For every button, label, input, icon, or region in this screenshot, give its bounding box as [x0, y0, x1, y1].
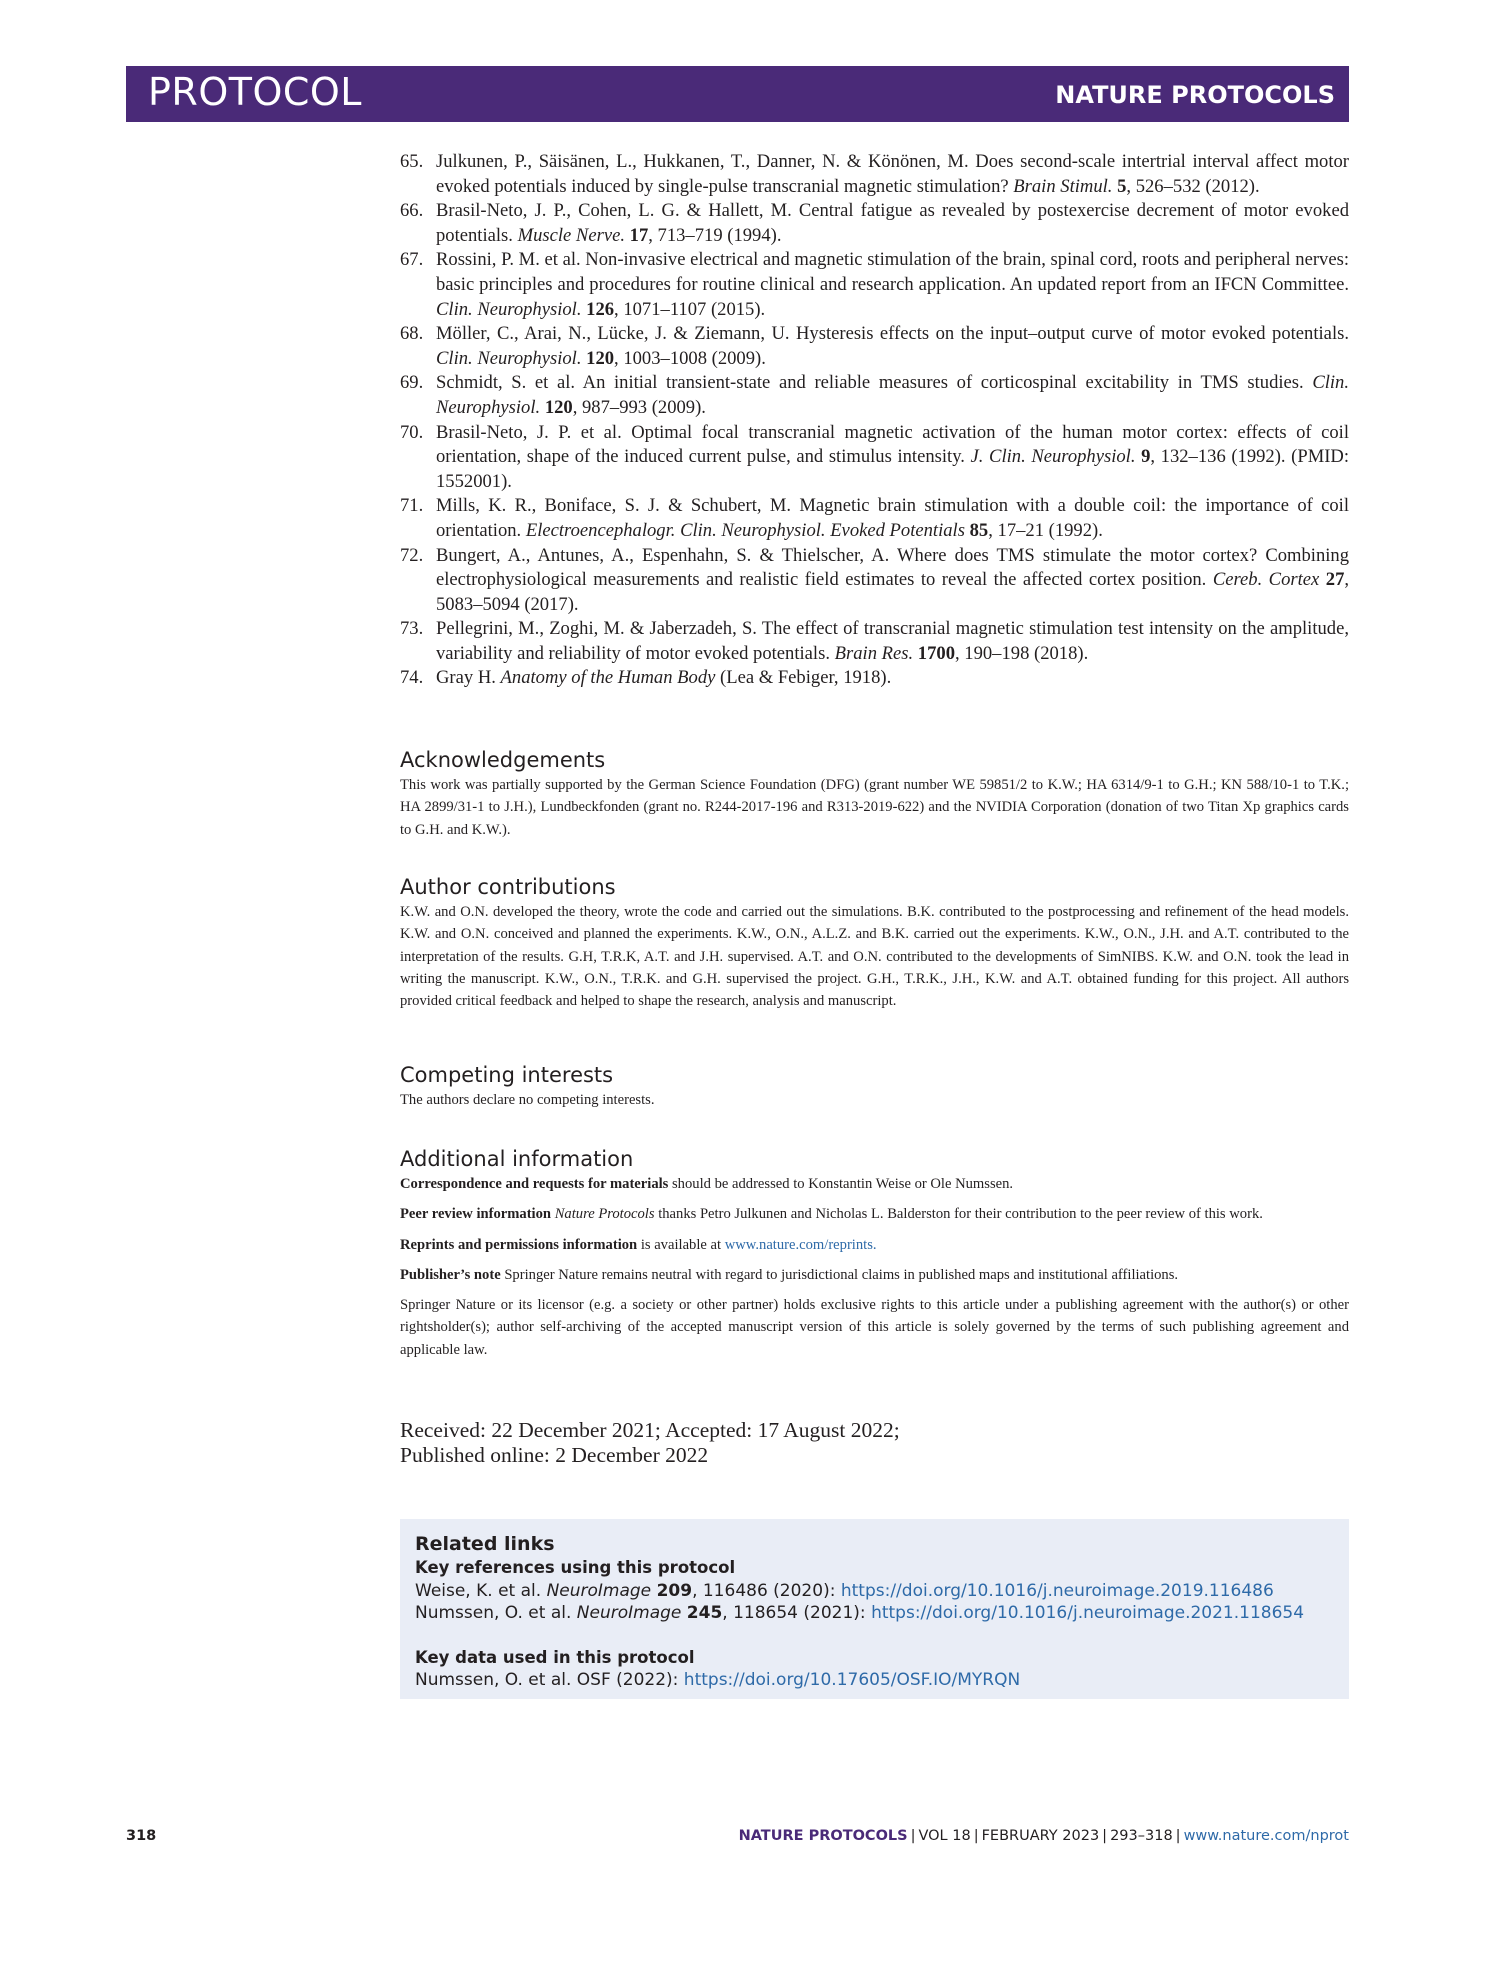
reference-text: Mills, K. R., Boniface, S. J. & Schubert, M. Magnetic brain stimulation with a double coil: the importance of coil orientation. Electroencephalogr. Clin. Neurophysiol. Evoked Potentials 85, 17–21 (1992). — [436, 495, 1349, 541]
reference-number: 65. — [400, 151, 424, 172]
reference-text: Pellegrini, M., Zoghi, M. & Jaberzadeh, S. The effect of transcranial magnetic stimulation test intensity on the amplitude, variability and reliability of motor evoked potentials. Brain Res. 1700, 190–198 (2018). — [436, 618, 1349, 664]
page-footer — [126, 1828, 1349, 1852]
competing-interests-section — [400, 1061, 1349, 1111]
reference-volume: 27 — [1325, 569, 1345, 591]
journal-name-header: NATURE PROTOCOLS — [1055, 81, 1335, 109]
reference-text: Julkunen, P., Säisänen, L., Hukkanen, T., Danner, N. & Könönen, M. Does second-scale intertrial interval affect motor evoked potentials induced by single-pulse transcranial magnetic stimulation? Brain Stimul. 5, 526–532 (2012). — [436, 151, 1349, 197]
reference-item — [400, 617, 1349, 666]
section-heading: Competing interests — [400, 1063, 614, 1087]
reference-number: 69. — [400, 372, 424, 394]
footer-date: FEBRUARY 2023 — [981, 1828, 1100, 1844]
reference-text: Schmidt, S. et al. An initial transient-state and reliable measures of corticospinal excitability in TMS studies. Clin. Neurophysiol. 120, 987–993 (2009). — [436, 372, 1349, 418]
reference-journal: Brain Stimul. — [1013, 175, 1113, 197]
reference-volume: 126 — [586, 298, 615, 320]
acknowledgements-section — [400, 746, 1349, 841]
key-reference-item: Numssen, O. et al. NeuroImage 245, 118654 (2021): https://doi.org/10.1016/j.neuroimage.2021.118654 — [415, 1603, 1305, 1623]
reference-item — [400, 494, 1349, 543]
reference-item — [400, 421, 1349, 495]
reference-journal: Cereb. Cortex — [1212, 569, 1320, 591]
footer-volume: VOL 18 — [918, 1828, 971, 1844]
reference-text: Brasil-Neto, J. P., Cohen, L. G. & Hallett, M. Central fatigue as revealed by postexercise decrement of motor evoked potentials. Muscle Nerve. 17, 713–719 (1994). — [436, 200, 1349, 246]
reference-item — [400, 544, 1349, 618]
reference-text: Gray H. Anatomy of the Human Body (Lea & Febiger, 1918). — [436, 667, 892, 689]
reference-number: 74. — [400, 667, 424, 689]
author-contributions-text: K.W. and O.N. developed the theory, wrote the code and carried out the simulations. B.K. contributed to the postprocessing and refinement of the head models. K.W. and O.N. conceived and planned the experiments. K.W., O.N., A.L.Z. and B.K. carried out the experiments. K.W., O.N., J.H. and A.T. contributed to the interpretation of the results. G.H, T.R.K, A.T. and J.H. supervised. A.T. and O.N. contributed to the developments of SimNIBS. K.W. and O.N. took the lead in writing the manuscript. K.W., O.N., T.R.K. and G.H. supervised the project. G.H., T.R.K., J.H., K.W. and A.T. obtained funding for this project. All authors provided critical feedback and helped to shape the research, analysis and manuscript. — [400, 904, 1349, 1010]
reference-item — [400, 322, 1349, 371]
reference-book-title: Anatomy of the Human Body — [500, 667, 716, 689]
key-data-heading: Key data used in this protocol — [415, 1647, 695, 1667]
section-heading: Acknowledgements — [400, 748, 606, 772]
footer-citation: NATURE PROTOCOLS | VOL 18 | FEBRUARY 2023 | 293–318 | www.nature.com/nprot — [738, 1828, 1349, 1844]
reference-list — [400, 150, 1349, 691]
reference-journal: Clin. Neurophysiol. — [436, 372, 1349, 418]
reference-text: Brasil-Neto, J. P. et al. Optimal focal transcranial magnetic activation of the human motor cortex: effects of coil orientation, shape of the induced current pulse, and stimulus intensity. J. Clin. Neurophysiol. 9, 132–136 (1992). (PMID: 1552001). — [436, 421, 1350, 492]
reference-journal: Clin. Neurophysiol. — [436, 298, 582, 320]
reference-volume: 120 — [586, 347, 615, 369]
reference-journal: Muscle Nerve. — [517, 224, 625, 246]
reference-item — [400, 666, 1349, 691]
key-data-item: Numssen, O. et al. OSF (2022): https://doi.org/10.17605/OSF.IO/MYRQN — [415, 1670, 1021, 1690]
reference-journal: Clin. Neurophysiol. — [436, 347, 582, 369]
reference-number: 71. — [400, 495, 424, 517]
footer-journal: NATURE PROTOCOLS — [738, 1828, 908, 1844]
received-accepted-dates: Received: 22 December 2021; Accepted: 17 August 2022; — [400, 1418, 900, 1442]
competing-interests-text: The authors declare no competing interests. — [400, 1092, 655, 1108]
reference-journal: J. Clin. Neurophysiol. — [970, 446, 1136, 468]
reference-text: Bungert, A., Antunes, A., Espenhahn, S. & Thielscher, A. Where does TMS stimulate the motor cortex? Combining electrophysiological measurements and realistic field estimates to reveal the affected cortex position. Cereb. Cortex 27, 5083–5094 (2017). — [436, 544, 1350, 615]
reference-item — [400, 371, 1349, 420]
publisher-note-paragraph: Publisher’s note Springer Nature remains neutral with regard to jurisdictional claims in published maps and institutional affiliations. — [400, 1266, 1179, 1283]
author-contributions-section — [400, 873, 1349, 1012]
additional-information-section — [400, 1145, 1349, 1369]
reference-number: 68. — [400, 323, 424, 345]
reference-journal: Electroencephalogr. Clin. Neurophysiol. Evoked Potentials — [525, 519, 965, 541]
rights-paragraph: Springer Nature or its licensor (e.g. a society or other partner) holds exclusive rights to this article under a publishing agreement with the author(s) or other rightsholder(s); author self-archiving of the accepted manuscript version of this article is solely governed by the terms of such publishing agreement and applicable law. — [400, 1297, 1349, 1358]
related-links-title: Related links — [415, 1533, 555, 1555]
article-type-label: PROTOCOL — [148, 70, 362, 114]
reference-number: 66. — [400, 200, 424, 222]
reference-number: 72. — [400, 544, 424, 566]
reference-volume: 85 — [969, 519, 989, 541]
reference-item — [400, 248, 1349, 322]
reference-volume: 120 — [544, 396, 573, 418]
reference-number: 70. — [400, 421, 424, 443]
reprints-link[interactable]: www.nature.com/reprints. — [724, 1236, 877, 1253]
doi-link[interactable]: https://doi.org/10.17605/OSF.IO/MYRQN — [683, 1670, 1021, 1690]
related-links-box — [400, 1519, 1349, 1699]
doi-link[interactable]: https://doi.org/10.1016/j.neuroimage.2019.116486 — [840, 1580, 1274, 1601]
section-heading: Additional information — [400, 1147, 634, 1171]
correspondence-paragraph: Correspondence and requests for materials should be addressed to Konstantin Weise or Ole Numssen. — [400, 1176, 1014, 1192]
reference-volume: 1700 — [917, 642, 955, 664]
reference-number: 73. — [400, 618, 424, 640]
publication-dates — [400, 1418, 1349, 1468]
reference-text: Möller, C., Arai, N., Lücke, J. & Ziemann, U. Hysteresis effects on the input–output curve of motor evoked potentials. Clin. Neurophysiol. 120, 1003–1008 (2009). — [436, 323, 1349, 369]
acknowledgements-text: This work was partially supported by the German Science Foundation (DFG) (grant number WE 59851/2 to K.W.; HA 6314/9-1 to G.H.; KN 588/10-1 to T.K.; HA 2899/31-1 to J.H.), Lundbeckfonden (grant no. R244-2017-196 and R313-2019-622) and the NVIDIA Corporation (donation of two Titan Xp graphics cards to G.H. and K.W.). — [400, 777, 1349, 838]
key-references-heading: Key references using this protocol — [415, 1558, 736, 1577]
reprints-paragraph: Reprints and permissions information is available at www.nature.com/reprints. — [400, 1236, 877, 1253]
footer-journal-link[interactable]: www.nature.com/nprot — [1183, 1828, 1349, 1844]
footer-pages: 293–318 — [1110, 1828, 1173, 1844]
published-online-date: Published online: 2 December 2022 — [400, 1443, 709, 1467]
key-reference-item: Weise, K. et al. NeuroImage 209, 116486 (2020): https://doi.org/10.1016/j.neuroimage.2019.116486 — [415, 1580, 1274, 1601]
section-heading: Author contributions — [400, 875, 616, 899]
reference-volume: 17 — [629, 224, 649, 246]
page-number: 318 — [126, 1828, 157, 1844]
doi-link[interactable]: https://doi.org/10.1016/j.neuroimage.2021.118654 — [871, 1603, 1305, 1623]
reference-item — [400, 199, 1349, 248]
reference-item — [400, 150, 1349, 199]
peer-review-paragraph: Peer review information Nature Protocols thanks Petro Julkunen and Nicholas L. Balderston for their contribution to the peer review of this work. — [400, 1206, 1263, 1223]
header-banner — [126, 66, 1349, 122]
reference-volume: 5 — [1117, 175, 1127, 197]
reference-text: Rossini, P. M. et al. Non-invasive electrical and magnetic stimulation of the brain, spinal cord, roots and peripheral nerves: basic principles and procedures for routine clinical and research application. An updated report from an IFCN Committee. Clin. Neurophysiol. 126, 1071–1107 (2015). — [436, 249, 1349, 320]
reference-volume: 9 — [1141, 446, 1151, 468]
reference-journal: Brain Res. — [834, 642, 914, 664]
reference-number: 67. — [400, 249, 424, 271]
